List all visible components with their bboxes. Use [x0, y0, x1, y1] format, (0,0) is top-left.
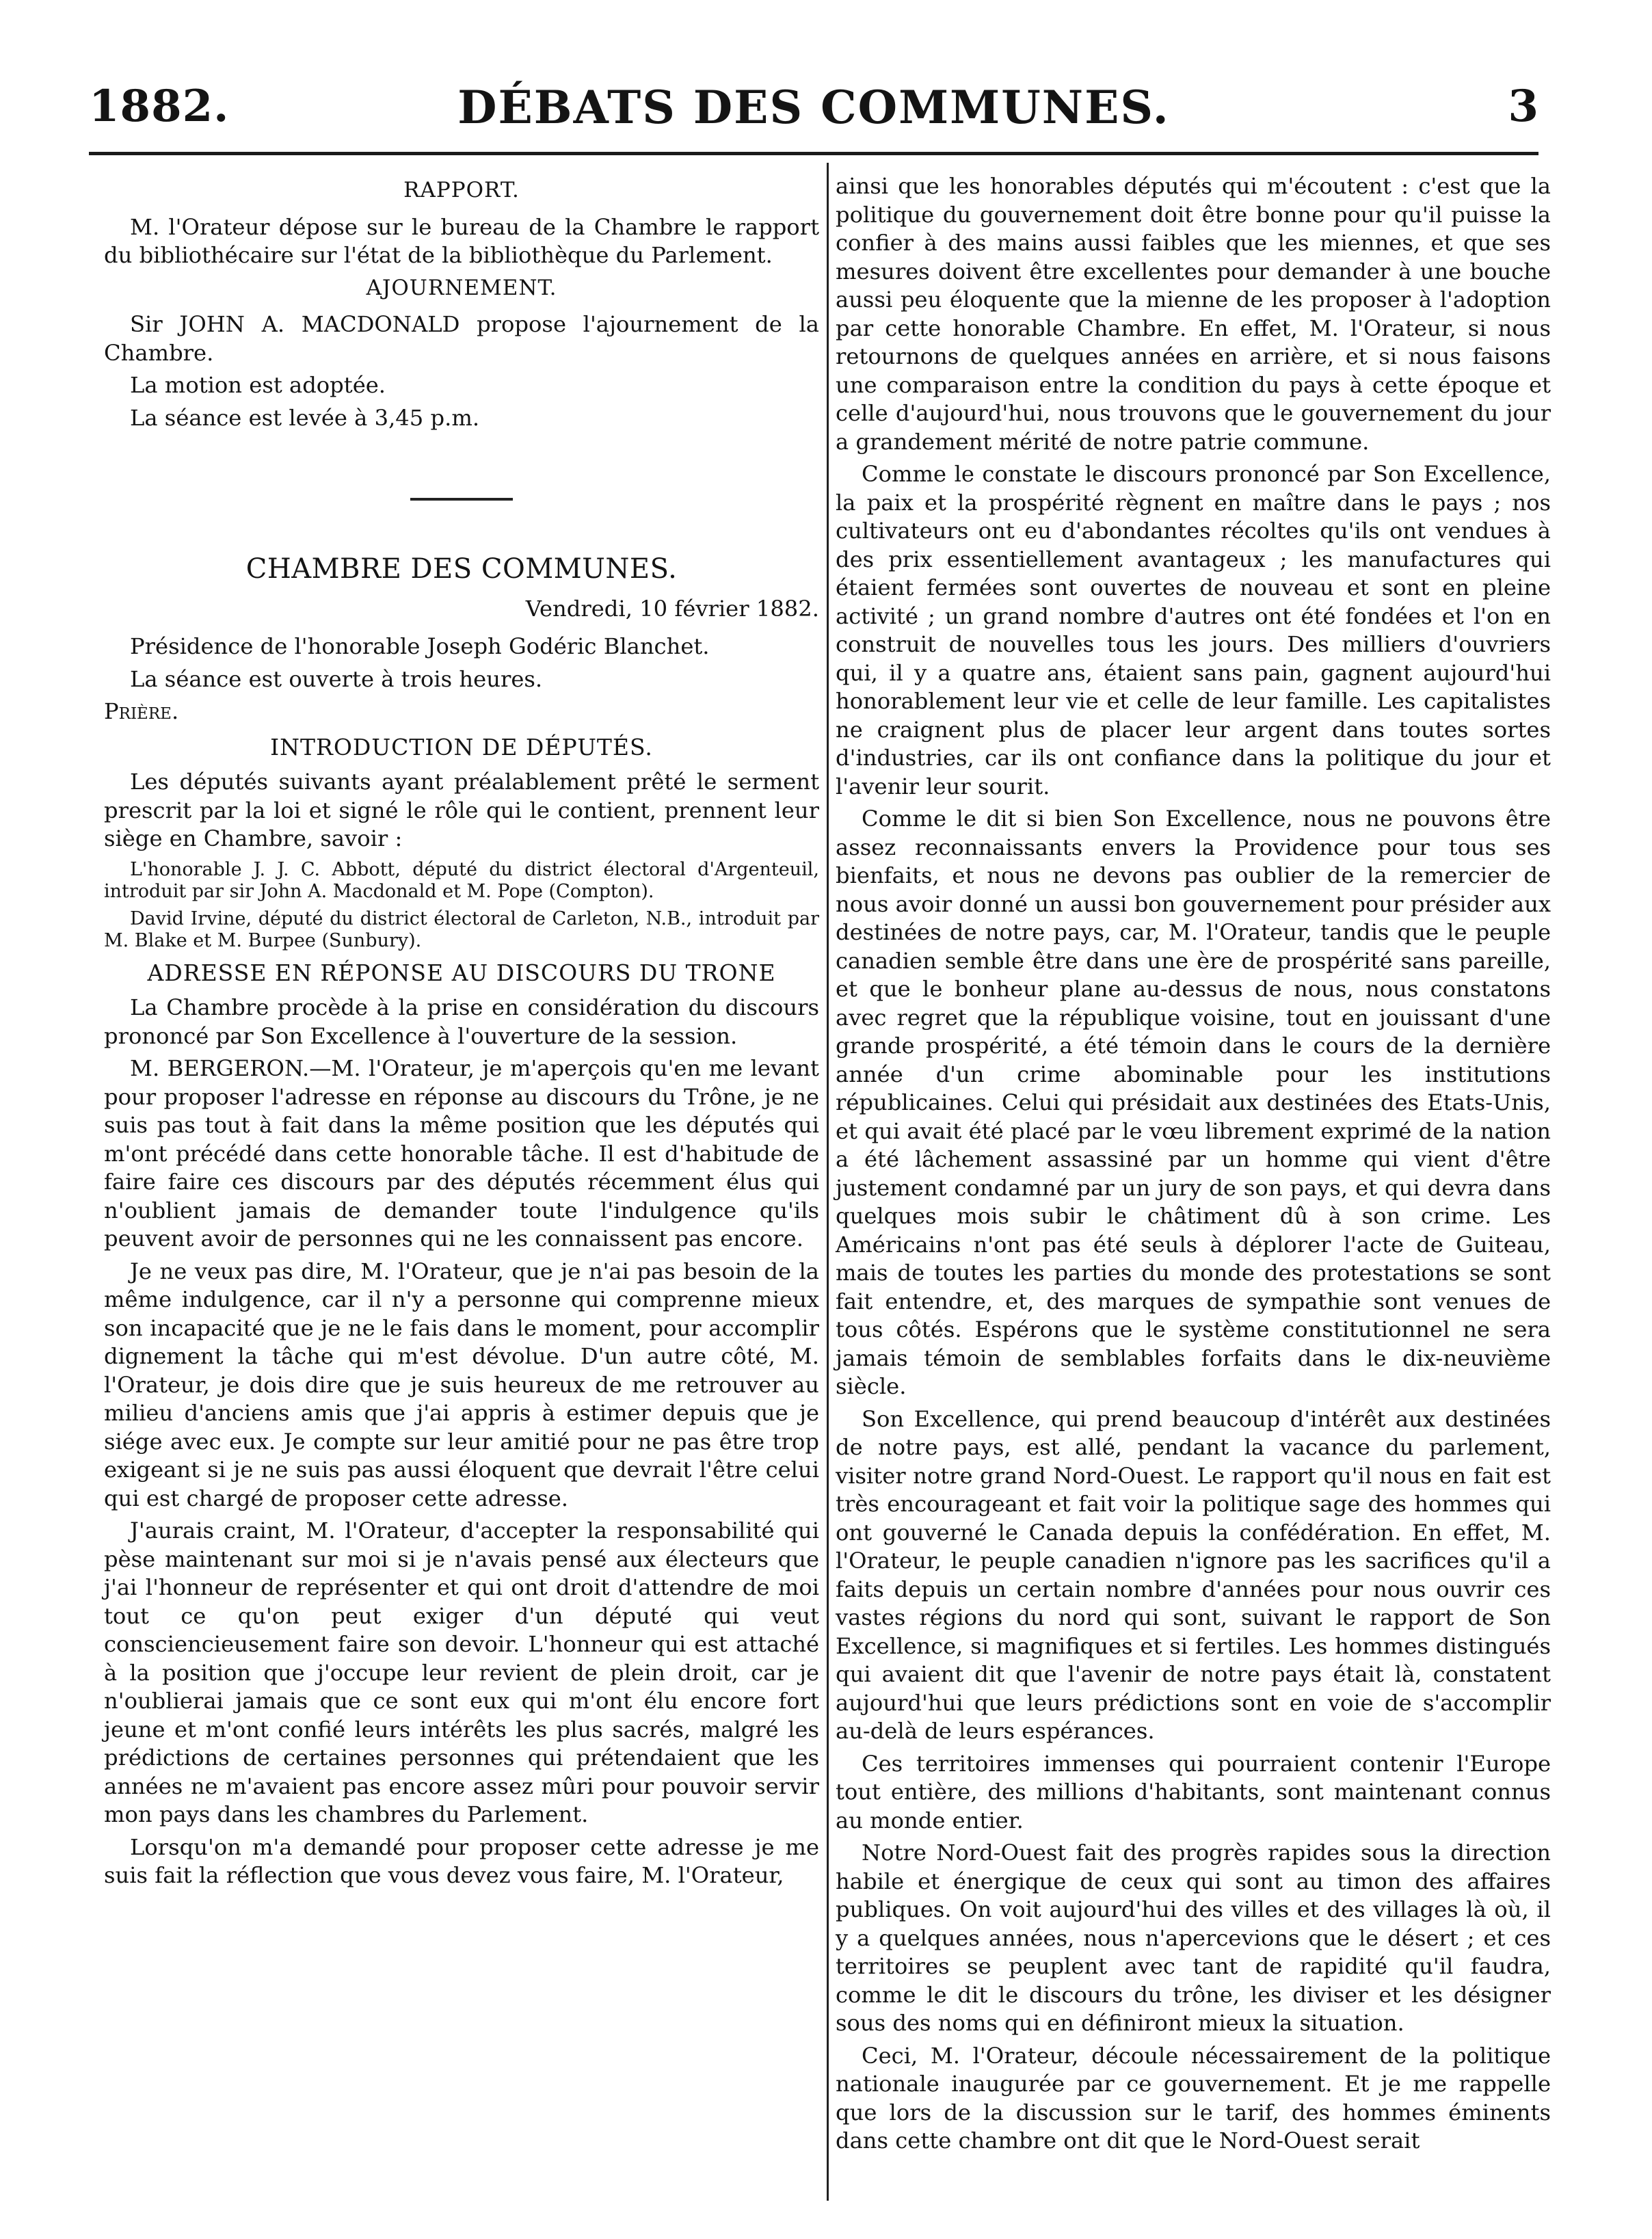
- bergeron-paragraph-2: Je ne veux pas dire, M. l'Orateur, que je n'ai pas besoin de la même indulgence, car il n'y a personne qui comprenne mieux son incapacité que je ne le fais dans le moment, pour accomplir dignement la tâche qui m'est dévolue. D'un autre côté, M. l'Orateur, je dois dire que je suis heureux de me retrouver au milieu d'anciens amis que j'ai appris à estimer depuis que je siége avec eux. Je compte sur leur amitié pour ne pas être trop exigeant si je ne suis pas aussi éloquent que devrait l'être celui qui est chargé de proposer cette adresse.: [104, 1258, 819, 1511]
- right-paragraph-5: Ces territoires immenses qui pourraient contenir l'Europe tout entière, des millions d'habitants, sont maintenant connus au monde entier.: [836, 1750, 1551, 1833]
- seance-ouverte: La séance est ouverte à trois heures.: [130, 665, 543, 692]
- bergeron-paragraph-4: Lorsqu'on m'a demandé pour proposer cette adresse je me suis fait la réflection que vous devez vous faire, M. l'Orateur,: [104, 1833, 819, 1888]
- right-paragraph-3: Comme le dit si bien Son Excellence, nous ne pouvons être assez reconnaissants envers la Providence pour tous ses bienfaits, et nous ne devons pas oublier de la remercier de nous avoir donné un aussi bon gouvernement pour présider aux destinées de notre pays, car, M. l'Orateur, tandis que le peuple canadien semble être dans une ère de prospérité sans pareille, et que le bonheur plane au-dessus de nous, nous constatons avec regret que la république voisine, tout en jouissant d'une grande prospérité, a été témoin dans le cours de la dernière année d'un crime abominable pour les institutions républicaines. Celui qui présidait aux destinées des Etats-Unis, et qui avait été placé par le vœu librement exprimé de la nation a été lâchement assassiné par un homme qui vient d'être justement condamné par un jury de son pays, et qui devra dans quelques mois subir le châtiment dû à son crime. Les Américains n'ont pas été seuls à déplorer l'acte de Guiteau, mais de toutes les parties du monde des protestations se sont fait entendre, et, des marques de sympathie sont venues de tous côtés. Espérons que le système constitutionnel ne sera jamais témoin de semblables forfaits dans le dix-neuvième siècle.: [836, 806, 1551, 1399]
- page-header: [89, 81, 1538, 142]
- seance-levee: La séance est levée à 3,45 p.m.: [130, 404, 480, 431]
- right-paragraph-4: Son Excellence, qui prend beaucoup d'intérêt aux destinées de notre pays, est allé, pendant la vacance du parlement, visiter notre grand Nord-Ouest. Le rapport qu'il nous en fait est très encourageant et fait voir la politique sage des hommes qui ont gouverné le Canada depuis la confédération. En effet, M. l'Orateur, le peuple canadien n'ignore pas les sacrifices qu'il a faits depuis un certain nombre d'années pour nous ouvrir ces vastes régions du nord qui sont, suivant le rapport de Son Excellence, si magnifiques et si fertiles. Les hommes distingués qui avaient dit que l'avenir de notre pays était là, constatent aujourd'hui que leurs prédictions sont en voie de s'accomplir au-delà de leurs espérances.: [836, 1405, 1551, 1744]
- ajournement-heading: AJOURNEMENT.: [366, 275, 557, 300]
- left-column: [104, 172, 819, 1894]
- header-title: DÉBATS DES COMMUNES.: [457, 81, 1170, 134]
- introduction-text: Les députés suivants ayant préalablement prêté le serment prescrit par la loi et signé le rôle qui le contient, prennent leur siège en Chambre, savoir :: [104, 769, 819, 851]
- rapport-text: M. l'Orateur dépose sur le bureau de la Chambre le rapport du bibliothécaire sur l'état de la bibliothèque du Parlement.: [104, 213, 819, 268]
- header-rule: [89, 152, 1538, 155]
- introduction-heading: INTRODUCTION DE DÉPUTÉS.: [270, 733, 653, 760]
- column-divider: [827, 163, 829, 2201]
- motion-adoptee: La motion est adoptée.: [130, 372, 386, 398]
- right-paragraph-1: ainsi que les honorables députés qui m'écoutent : c'est que la politique du gouvernement doit être bonne pour qu'il puisse la confier à des mains aussi faibles que les miennes, et que ses mesures doivent être excellentes pour demander à une bouche aussi peu éloquente que la mienne de les proposer à l'adoption par cette honorable Chambre. En effet, M. l'Orateur, si nous retournons de quelques années en arrière, et si nous faisons une comparaison entre la condition du pays à cette époque et celle d'aujourd'hui, nous trouvons que le gouvernement du jour a grandement mérité de notre patrie commune.: [836, 173, 1551, 455]
- header-page-number: 3: [1508, 81, 1538, 132]
- session-date: Vendredi, 10 février 1882.: [525, 595, 819, 622]
- right-column: [836, 172, 1551, 2160]
- right-paragraph-6: Notre Nord-Ouest fait des progrès rapides sous la direction habile et énergique de ceux qui sont au timon des affaires publiques. On voit aujourd'hui des villes et des villages là où, il y a quelques années, nous n'apercevions que le désert ; et ces territoires se peuplent avec tant de rapidité qu'il faudra, comme le dit le discours du trône, les diviser et les désigner sous des noms qui en définiront mieux la situation.: [836, 1840, 1551, 2036]
- rapport-heading: RAPPORT.: [403, 178, 520, 202]
- bergeron-paragraph-1: M. BERGERON.—M. l'Orateur, je m'aperçois qu'en me levant pour proposer l'adresse en réponse au discours du Trône, je ne suis pas tout à fait dans la même position que les députés qui m'ont précédé dans cette honorable tâche. Il est d'habitude de faire faire ces discours par des députés récemment élus qui n'oublient jamais de demander toute l'indulgence qu'ils peuvent avoir de personnes qui ne les connaissent pas encore.: [104, 1055, 819, 1251]
- ajournement-text: Sir JOHN A. MACDONALD propose l'ajournement de la Chambre.: [104, 311, 819, 366]
- adresse-heading: ADRESSE EN RÉPONSE AU DISCOURS DU TRONE: [147, 959, 776, 986]
- chambre-heading: CHAMBRE DES COMMUNES.: [245, 553, 678, 585]
- depute-abbott: L'honorable J. J. C. Abbott, député du district électoral d'Argenteuil, introduit par sir John A. Macdonald et M. Pope (Compton).: [104, 858, 819, 902]
- adresse-text: La Chambre procède à la prise en considération du discours prononcé par Son Excellence à l'ouverture de la session.: [104, 994, 819, 1049]
- right-paragraph-7: Ceci, M. l'Orateur, découle nécessairement de la politique nationale inaugurée par ce gouvernement. Et je me rappelle que lors de la discussion sur le tarif, des hommes éminents dans cette chambre ont dit que le Nord-Ouest serait: [836, 2042, 1551, 2154]
- right-paragraph-2: Comme le constate le discours prononcé par Son Excellence, la paix et la prospérité règnent en maître dans le pays ; nos cultivateurs ont eu d'abondantes récoltes qu'ils ont vendues à des prix essentiellement avantageux ; les manufactures qui étaient fermées sont ouvertes de nouveau et sont en pleine activité ; un grand nombre d'autres ont été fondées et l'on en construit de nouvelles tous les jours. Des milliers d'ouvriers qui, il y a quatre ans, étaient sans pain, gagnent aujourd'hui honorablement leur vie et celle de leur famille. Les capitalistes ne craignent plus de placer leur argent dans toutes sortes d'industries, car ils ont confiance dans la politique du jour et l'avenir leur sourit.: [836, 461, 1551, 799]
- depute-irvine: David Irvine, député du district électoral de Carleton, N.B., introduit par M. Blake et M. Burpee (Sunbury).: [104, 907, 819, 951]
- bergeron-paragraph-3: J'aurais craint, M. l'Orateur, d'accepter la responsabilité qui pèse maintenant sur moi si je n'avais pensé aux électeurs que j'ai l'honneur de représenter et qui ont droit d'attendre de moi tout ce qu'on peut exiger d'un député qui veut consciencieusement faire son devoir. L'honneur qui est attaché à la position que j'occupe leur revient de plein droit, car je n'oublierai jamais que ce sont eux qui m'ont élu encore fort jeune et m'ont confié leurs intérêts les plus sacrés, malgré les prédictions de certaines personnes qui prétendaient que les années ne m'avaient pas encore assez mûri pour pouvoir servir mon pays dans les chambres du Parlement.: [104, 1518, 819, 1827]
- priere: Prière.: [104, 698, 179, 724]
- header-year: 1882.: [89, 81, 230, 132]
- section-rule: [410, 498, 513, 501]
- presidence: Présidence de l'honorable Joseph Godéric Blanchet.: [130, 633, 710, 659]
